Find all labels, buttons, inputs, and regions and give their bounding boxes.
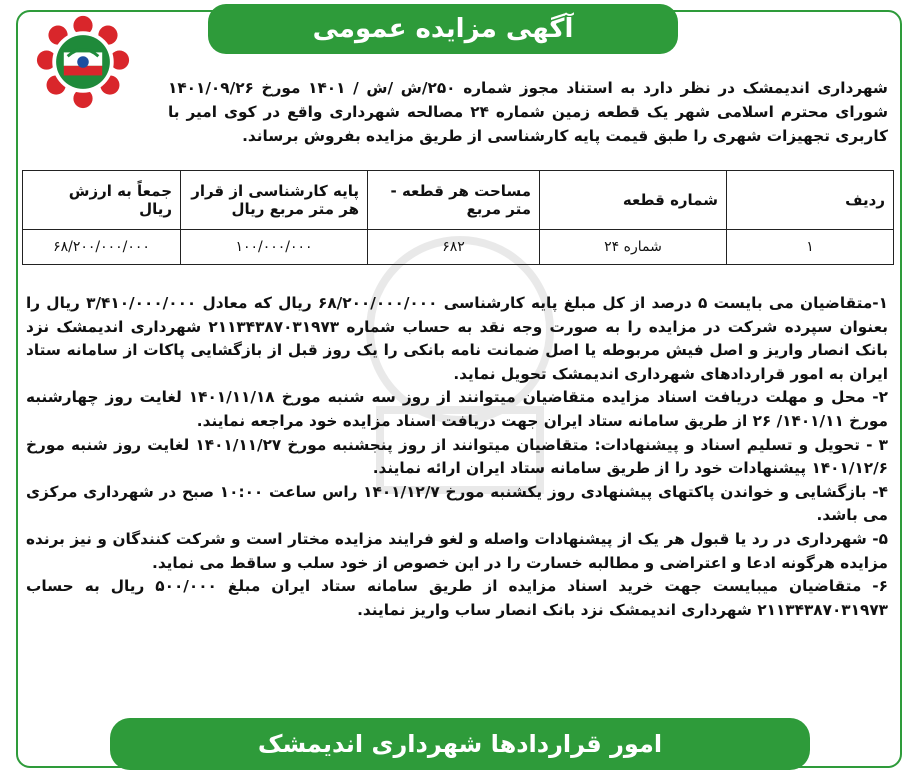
- clause-4: ۴- بازگشایی و خواندن پاکتهای پیشنهادی روز یکشنبه مورخ ۱۴۰۱/۱۲/۷ راس ساعت ۱۰:۰۰ صبح در شهرداری مرکزی می باشد.: [26, 482, 888, 525]
- intro-paragraph: شهرداری اندیمشک در نظر دارد به استناد مجوز شماره ۲۵۰/ش /ش / ۱۴۰۱ مورخ ۱۴۰۱/۰۹/۲۶ شورای محترم اسلامی شهر یک قطعه زمین شماره ۲۴ مصالحه شهرداری واقع در کوی امیر با کاربری تجهیزات شهری را طبق قیمت پایه کارشناسی از طریق مزایده بفروش برساند.: [168, 79, 888, 145]
- table-row: [23, 230, 894, 265]
- municipality-logo-icon: [34, 14, 132, 110]
- conditions-list: [26, 292, 888, 622]
- col-header-base-price: پایه کارشناسی از قرار هر متر مربع ریال: [181, 171, 368, 230]
- col-header-row-number: ردیف: [727, 171, 894, 230]
- header-banner: [208, 4, 678, 54]
- lots-table: [22, 170, 894, 265]
- col-header-total-value: جمعاً به ارزش ریال: [23, 171, 181, 230]
- clause-6: ۶- متقاضیان میبایست جهت خرید اسناد مزایده از طریق سامانه ستاد ایران مبلغ ۵۰۰/۰۰۰ ریال به حساب ۲۱۱۳۴۳۸۷۰۳۱۹۷۳ شهرداری اندیمشک نزد بانک انصار ساب واریز نمایند.: [26, 577, 888, 619]
- footer-signature: امور قراردادها شهرداری اندیمشک: [257, 730, 663, 758]
- cell-lot-number: شماره ۲۴: [540, 230, 727, 265]
- clause-5: ۵- شهرداری در رد یا قبول هر یک از پیشنهادات واصله و لغو فرایند مزایده مختار است و شرکت کنندگان و نیز برنده مزایده هرگونه ادعا و اعتراضی و مطالبه خسارت را در این خصوص از خود سلب و ساقط می نماید.: [26, 529, 888, 572]
- clause-1: ۱-متقاضیان می بایست ۵ درصد از کل مبلغ پایه کارشناسی ۶۸/۲۰۰/۰۰۰/۰۰۰ ریال که معادل ۳/۴۱۰/۰۰۰/۰۰۰ ریال را بعنوان سپرده شرکت در مزایده را به صورت وجه نقد به حساب شماره ۲۱۱۳۴۳۸۷۰۳۱۹۷۳ شهرداری اندیمشک نزد بانک انصار واریز و اصل فیش مربوطه یا اصل ضمانت نامه بانکی را یک روز قبل از بازگشایی پاکات از سامانه ستاد ایران به امور قراردادهای شهرداری اندیمشک تحویل نماید.: [26, 294, 888, 383]
- notice-title: آگهی مزایده عمومی: [312, 14, 574, 44]
- cell-total-value: ۶۸/۲۰۰/۰۰۰/۰۰۰: [23, 230, 181, 265]
- cell-area: ۶۸۲: [368, 230, 540, 265]
- clause-2: ۲- محل و مهلت دریافت اسناد مزایده متقاضیان میتوانند از روز سه شنبه مورخ ۱۴۰۱/۱۱/۱۸ لغایت روز چهارشنبه مورخ ۱۴۰۱/۱۱/ ۲۶ از طریق سامانه ستاد ایران جهت دریافت اسناد مزایده خود مراجعه نمایند.: [26, 388, 888, 430]
- clause-3: ۳ - تحویل و تسلیم اسناد و پیشنهادات: متقاضیان میتوانند از روز پنجشنبه مورخ ۱۴۰۱/۱۱/۲۷ لغایت روز شنبه مورخ ۱۴۰۱/۱۲/۶ پیشنهادات خود را از طریق سامانه ستاد ایران ارائه نمایند.: [26, 435, 889, 478]
- footer-banner: [110, 718, 810, 770]
- cell-base-price: ۱۰۰/۰۰۰/۰۰۰: [181, 230, 368, 265]
- table-header-row: [23, 171, 894, 230]
- col-header-area: مساحت هر قطعه - متر مربع: [368, 171, 540, 230]
- col-header-lot-number: شماره قطعه: [540, 171, 727, 230]
- cell-row-number: ۱: [727, 230, 894, 265]
